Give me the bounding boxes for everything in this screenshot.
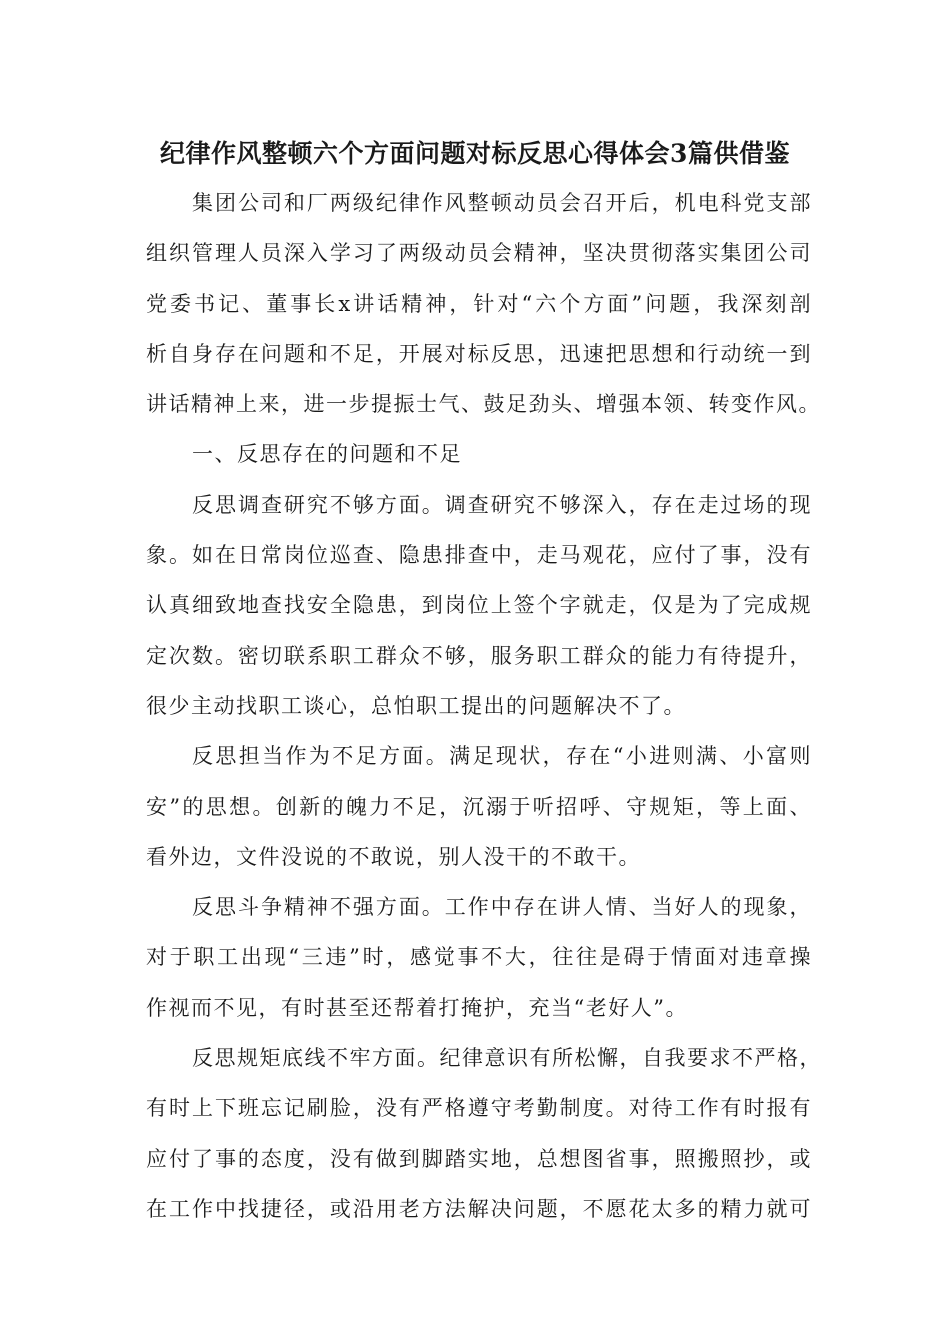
text-line: 一、反思存在的问题和不足 [192,442,462,467]
document-body [146,178,822,1234]
text-line: 应付了事的态度，没有做到脚踏实地，总想图省事，照搬照抄，或 [146,1146,812,1171]
text-line: 反思担当作为不足方面。满足现状，存在“小进则满、小富则 [192,744,812,769]
text-line: 看外边，文件没说的不敢说，别人没干的不敢干。 [146,844,641,869]
text-line: 定次数。密切联系职工群众不够，服务职工群众的能力有待提升， [146,643,812,668]
text-line: 有时上下班忘记刷脸，没有严格遵守考勤制度。对待工作有时报有 [146,1096,812,1121]
text-line: 很少主动找职工谈心，总怕职工提出的问题解决不了。 [146,693,686,718]
text-line: 讲话精神上来，进一步提振士气、鼓足劲头、增强本领、转变作风。 [146,392,821,417]
document-title: 纪律作风整顿六个方面问题对标反思心得体会3篇供借鉴 [160,139,790,168]
text-line: 认真细致地查找安全隐患，到岗位上签个字就走，仅是为了完成规 [146,593,812,618]
text-line: 反思调查研究不够方面。调查研究不够深入，存在走过场的现 [192,492,812,517]
text-line: 安”的思想。创新的魄力不足，沉溺于听招呼、守规矩，等上面、 [146,794,812,819]
text-line: 反思规矩底线不牢方面。纪律意识有所松懈，自我要求不严格， [192,1046,822,1071]
text-line: 反思斗争精神不强方面。工作中存在讲人情、当好人的现象， [192,895,812,920]
text-line: 组织管理人员深入学习了两级动员会精神，坚决贯彻落实集团公司 [146,241,812,266]
text-line: 析自身存在问题和不足，开展对标反思，迅速把思想和行动统一到 [146,341,812,366]
text-line: 党委书记、董事长x讲话精神，针对“六个方面”问题，我深刻剖 [146,291,812,316]
text-line: 对于职工出现“三违”时，感觉事不大，往往是碍于情面对违章操 [146,945,812,970]
text-line: 在工作中找捷径，或沿用老方法解决问题，不愿花太多的精力就可 [146,1196,812,1221]
text-line: 集团公司和厂两级纪律作风整顿动员会召开后，机电科党支部 [192,191,812,215]
text-line: 作视而不见，有时甚至还帮着打掩护，充当“老好人”。 [146,995,688,1020]
text-line: 象。如在日常岗位巡查、隐患排查中，走马观花，应付了事，没有 [146,543,812,568]
